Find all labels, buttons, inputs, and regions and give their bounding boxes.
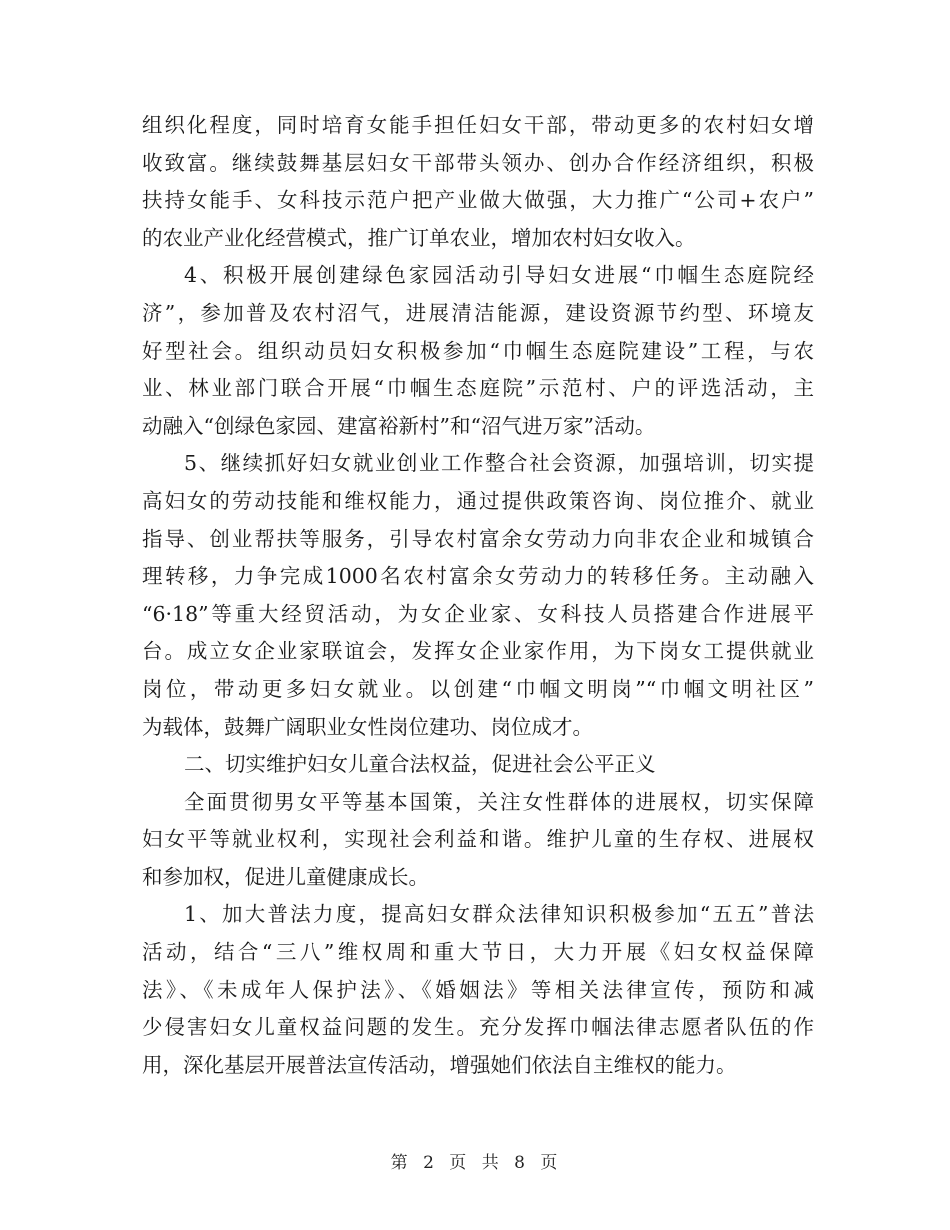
text-line: 活动，结合“三八”维权周和重大节日，大力开展《妇女权益保障 (142, 940, 814, 965)
text-line: 妇女平等就业权利，实现社会利益和谐。维护儿童的生存权、进展权 (142, 827, 814, 852)
text-line: 组织化程度，同时培育女能手担任妇女干部，带动更多的农村妇女增 (142, 113, 814, 137)
text-line: 动融入“创绿色家园、建富裕新村”和“沼气进万家”活动。 (142, 413, 656, 438)
text-line: 业、林业部门联合开展“巾帼生态庭院”示范村、户的评选活动，主 (142, 376, 814, 401)
text-line: 和参加权，促进儿童健康成长。 (142, 864, 429, 889)
text-line: 好型社会。组织动员妇女积极参加“巾帼生态庭院建设”工程，与农 (142, 338, 814, 363)
text-line: 4、积极开展创建绿色家园活动引导妇女进展“巾帼生态庭院经 (184, 263, 814, 288)
text-line: 的农业产业化经营模式，推广订单农业，增加农村妇女收入。 (142, 225, 696, 250)
text-line: 岗位，带动更多妇女就业。以创建“巾帼文明岗”“巾帼文明社区” (142, 676, 814, 701)
text-line: 理转移，力争完成1000名农村富余女劳动力的转移任务。主动融入 (142, 564, 814, 589)
text-line: 用，深化基层开展普法宣传活动，增强她们依法自主维权的能力。 (142, 1052, 737, 1077)
text-line: 二、切实维护妇女儿童合法权益，促进社会公平正义 (184, 752, 656, 777)
text-line: 全面贯彻男女平等基本国策，关注女性群体的进展权，切实保障 (184, 789, 814, 814)
text-line: 指导、创业帮扶等服务，引导农村富余女劳动力向非农企业和城镇合 (142, 526, 814, 551)
text-line: “6·18”等重大经贸活动，为女企业家、女科技人员搭建合作进展平 (142, 601, 814, 626)
text-line: 少侵害妇女儿童权益问题的发生。充分发挥巾帼法律志愿者队伍的作 (142, 1015, 814, 1040)
text-line: 1、加大普法力度，提高妇女群众法律知识积极参加“五五”普法 (184, 902, 814, 927)
page-footer: 第 2 页 共 8 页 (390, 1153, 560, 1173)
text-line: 济”，参加普及农村沼气，进展清洁能源，建设资源节约型、环境友 (142, 300, 814, 325)
text-line: 扶持女能手、女科技示范户把产业做大做强，大力推广“公司+农户” (142, 188, 814, 213)
text-line: 法》、《未成年人保护法》、《婚姻法》等相关法律宣传，预防和减 (142, 977, 814, 1002)
document-body (142, 107, 814, 1084)
text-line: 5、继续抓好妇女就业创业工作整合社会资源，加强培训，切实提 (184, 451, 814, 476)
text-line: 收致富。继续鼓舞基层妇女干部带头领办、创办合作经济组织，积极 (142, 150, 814, 175)
text-line: 为载体，鼓舞广阔职业女性岗位建功、岗位成才。 (142, 714, 593, 739)
text-line: 台。成立女企业家联谊会，发挥女企业家作用，为下岗女工提供就业 (142, 639, 814, 664)
text-line: 高妇女的劳动技能和维权能力，通过提供政策咨询、岗位推介、就业 (142, 488, 814, 513)
